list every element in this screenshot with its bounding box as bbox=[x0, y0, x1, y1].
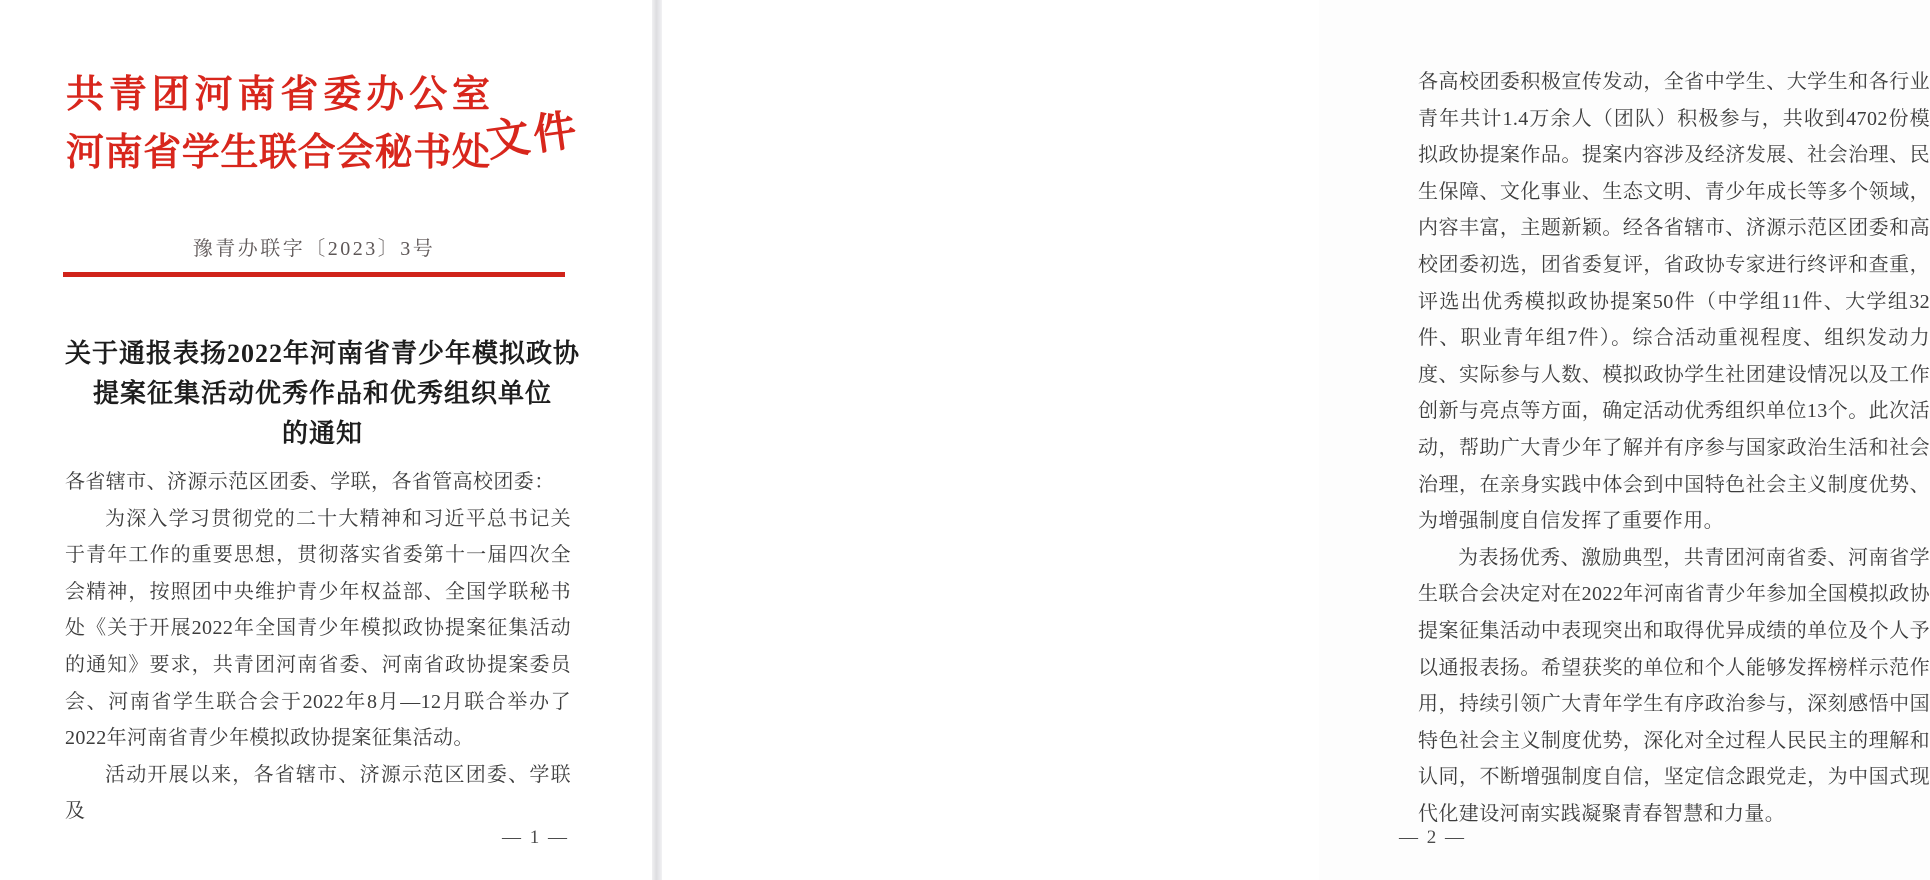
notice-title-line-2: 提案征集活动优秀作品和优秀组织单位 bbox=[92, 379, 552, 408]
letterhead-org-line-2: 河南省学生联合会秘书处 bbox=[66, 132, 490, 174]
letterhead bbox=[66, 66, 490, 182]
page-divider bbox=[652, 0, 662, 880]
letterhead-doc-type-label: 文件 bbox=[483, 106, 584, 167]
page-1-body bbox=[65, 464, 571, 830]
document-page-2 bbox=[662, 0, 1930, 880]
notice-title-line-3: 的通知 bbox=[281, 419, 363, 448]
page-1-paragraph-2: 活动开展以来，各省辖市、济源示范区团委、学联及 bbox=[65, 763, 571, 823]
letterhead-org-line-1: 共青团河南省委办公室 bbox=[66, 74, 490, 116]
notice-title bbox=[40, 334, 605, 454]
page-2-paragraph-1: 各高校团委积极宣传发动，全省中学生、大学生和各行业青年共计1.4万余人（团队）积极参与，共收到4702份模拟政协提案作品。提案内容涉及经济发展、社会治理、民生保障、文化事业、生态文明、青少年成长等多个领域，内容丰富，主题新颖。经各省辖市、济源示范区团委和高校团委初选，团省委复评，省政协专家进行终评和查重，评选出优秀模拟政协提案50件（中学组11件、大学组32件、职业青年组7件）。综合活动重视程度、组织发动力度、实际参与人数、模拟政协学生社团建设情况以及工作创新与亮点等方面，确定活动优秀组织单位13个。此次活动，帮助广大青少年了解并有序参与国家政治生活和社会治理，在亲身实践中体会到中国特色社会主义制度优势、为增强制度自信发挥了重要作用。 bbox=[1418, 71, 1930, 533]
document-number: 豫青办联字〔2023〕3号 bbox=[192, 238, 436, 260]
page-1-paragraph-1: 为深入学习贯彻党的二十大精神和习近平总书记关于青年工作的重要思想，贯彻落实省委第十一届四次全会精神，按照团中央维护青少年权益部、全国学联秘书处《关于开展2022年全国青少年模拟政协提案征集活动的通知》要求，共青团河南省委、河南省政协提案委员会、河南省学生联合会于2022年8月—12月联合举办了2022年河南省青少年模拟政协提案征集活动。 bbox=[65, 507, 571, 750]
page-2-paragraph-2: 为表扬优秀、激励典型，共青团河南省委、河南省学生联合会决定对在2022年河南省青少年参加全国模拟政协提案征集活动中表现突出和取得优异成绩的单位及个人予以通报表扬。希望获奖的单位和个人能够发挥榜样示范作用，持续引领广大青年学生有序政治参与，深刻感悟中国特色社会主义制度优势，深化对全过程人民民主的理解和认同，不断增强制度自信，坚定信念跟党走，为中国式现代化建设河南实践凝聚青春智慧和力量。 bbox=[1418, 546, 1930, 825]
document-page-1 bbox=[0, 0, 653, 880]
salutation: 各省辖市、济源示范区团委、学联，各省管高校团委： bbox=[65, 471, 555, 493]
page-number-1: — 1 — bbox=[502, 827, 569, 848]
page-number-2: — 2 — bbox=[1399, 827, 1466, 848]
page-2-body bbox=[1418, 64, 1930, 832]
red-separator-line bbox=[63, 272, 565, 277]
notice-title-line-1: 关于通报表扬2022年河南省青少年模拟政协 bbox=[64, 339, 580, 368]
